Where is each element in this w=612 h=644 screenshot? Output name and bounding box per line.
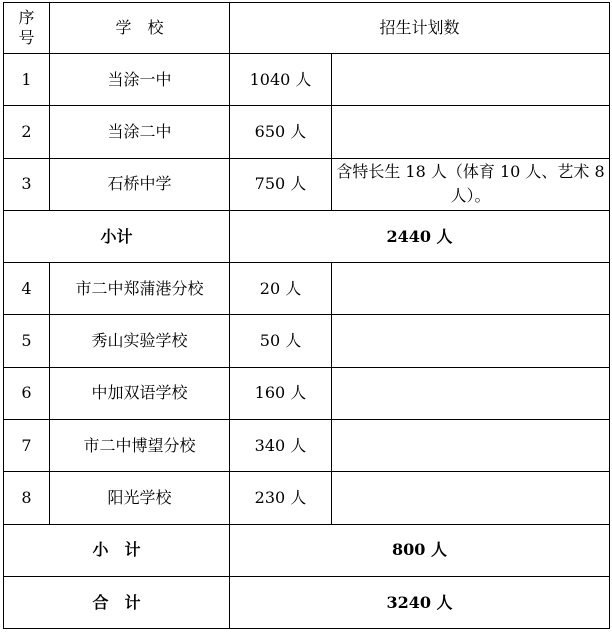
header-quota: 招生计划数	[230, 3, 610, 54]
row-school: 当涂一中	[50, 54, 230, 106]
row-quota: 650 人	[230, 106, 332, 158]
row-school: 市二中郑蒲港分校	[50, 263, 230, 315]
row-quota: 50 人	[230, 315, 332, 367]
subtotal-row	[4, 524, 610, 576]
table-row	[4, 472, 610, 524]
row-note	[332, 367, 610, 419]
row-note	[332, 106, 610, 158]
table-row	[4, 367, 610, 419]
row-index: 3	[4, 158, 50, 210]
enrollment-table	[3, 2, 610, 629]
table-row	[4, 263, 610, 315]
row-quota: 20 人	[230, 263, 332, 315]
row-index: 7	[4, 420, 50, 472]
header-row	[4, 3, 610, 54]
row-quota: 230 人	[230, 472, 332, 524]
row-quota: 750 人	[230, 158, 332, 210]
header-index	[4, 3, 50, 54]
row-school: 秀山实验学校	[50, 315, 230, 367]
total-row	[4, 576, 610, 628]
table-row	[4, 158, 610, 210]
row-quota: 340 人	[230, 420, 332, 472]
row-school: 中加双语学校	[50, 367, 230, 419]
row-note: 含特长生 18 人（体育 10 人、艺术 8 人）。	[332, 158, 610, 210]
subtotal-label: 小计	[4, 210, 230, 262]
total-label: 合 计	[4, 576, 230, 628]
header-index-line1: 序	[18, 8, 35, 27]
row-index: 4	[4, 263, 50, 315]
row-school: 市二中博望分校	[50, 420, 230, 472]
subtotal-label: 小 计	[4, 524, 230, 576]
table-row	[4, 54, 610, 106]
row-index: 5	[4, 315, 50, 367]
subtotal-value: 2440 人	[230, 210, 610, 262]
row-index: 8	[4, 472, 50, 524]
row-school: 石桥中学	[50, 158, 230, 210]
row-index: 6	[4, 367, 50, 419]
row-note	[332, 315, 610, 367]
table-row	[4, 106, 610, 158]
row-school: 当涂二中	[50, 106, 230, 158]
table-row	[4, 315, 610, 367]
total-value: 3240 人	[230, 576, 610, 628]
row-note	[332, 420, 610, 472]
row-index: 2	[4, 106, 50, 158]
table-row	[4, 420, 610, 472]
row-note	[332, 54, 610, 106]
header-school: 学 校	[50, 3, 230, 54]
subtotal-value: 800 人	[230, 524, 610, 576]
row-school: 阳光学校	[50, 472, 230, 524]
subtotal-row	[4, 210, 610, 262]
row-note	[332, 472, 610, 524]
row-quota: 160 人	[230, 367, 332, 419]
row-index: 1	[4, 54, 50, 106]
row-quota: 1040 人	[230, 54, 332, 106]
header-index-line2: 号	[18, 28, 35, 47]
row-note	[332, 263, 610, 315]
